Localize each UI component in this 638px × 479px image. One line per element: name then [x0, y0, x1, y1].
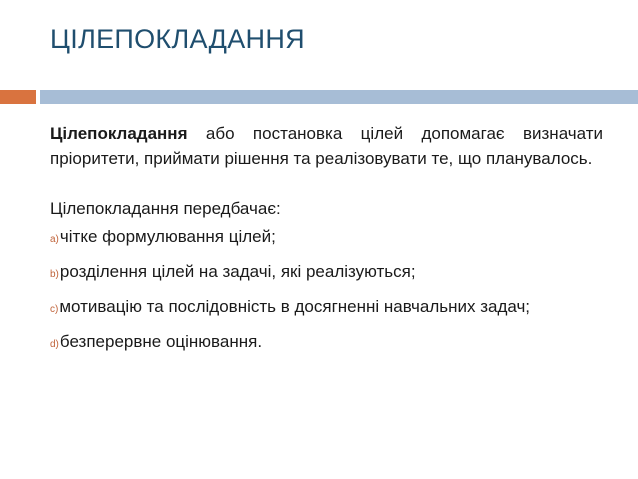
title-underline-bar — [40, 90, 638, 104]
list-item-text: розділення цілей на задачі, які реалізуються; — [59, 262, 416, 281]
lead-line: Цілепокладання передбачає: — [50, 199, 281, 218]
intro-text: або постановка цілей допомагає визначати пріоритети, приймати рішення та реалізовувати те, що планувалось. — [50, 124, 603, 168]
list-item — [50, 259, 603, 287]
title-accent-bar — [0, 90, 36, 104]
list-item — [50, 224, 603, 252]
intro-paragraph — [50, 121, 603, 171]
list-marker: d) — [50, 339, 59, 350]
goal-list — [50, 224, 603, 357]
intro-term: Цілепокладання — [50, 124, 188, 143]
list-item — [50, 294, 603, 322]
slide-content — [50, 121, 603, 364]
list-item — [50, 329, 603, 357]
list-marker: a) — [50, 234, 59, 245]
list-item-text: чітке формулювання цілей; — [59, 227, 276, 246]
list-marker: b) — [50, 269, 59, 280]
list-item-text: безперервне оцінювання. — [59, 332, 263, 351]
list-marker: c) — [50, 304, 59, 315]
slide-title: ЦІЛЕПОКЛАДАННЯ — [50, 24, 305, 54]
list-item-text: мотивацію та послідовність в досягненні навчальних задач; — [59, 297, 531, 316]
